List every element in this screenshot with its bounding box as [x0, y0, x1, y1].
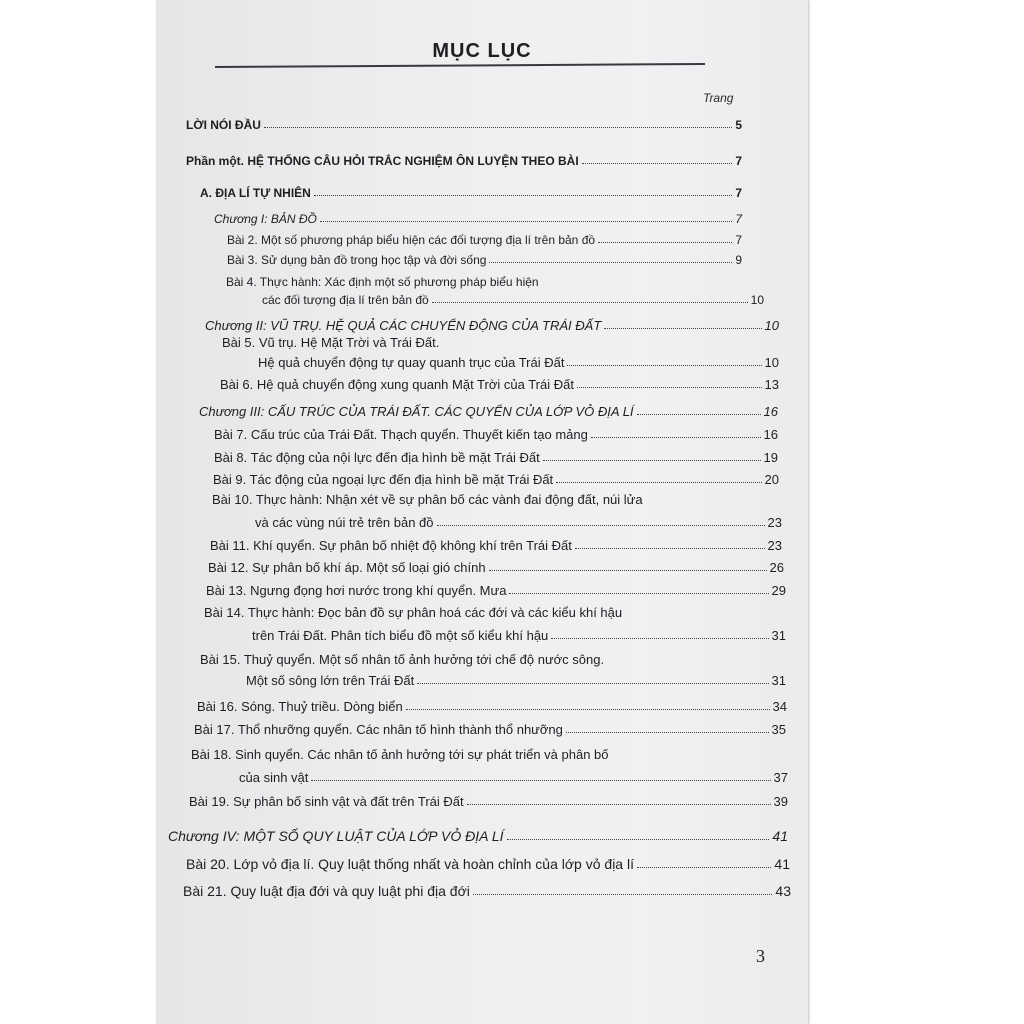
toc-entry-phan-mot[interactable]	[186, 154, 742, 168]
toc-entry-bai-20[interactable]	[186, 856, 790, 872]
toc-page-number: 29	[771, 583, 786, 598]
toc-entry-bai-14-line1: Bài 14. Thực hành: Đọc bản đồ sự phân hoá các đới và các kiểu khí hậu	[204, 605, 623, 620]
toc-page-number: 23	[767, 538, 782, 553]
toc-entry-text: Bài 17. Thổ nhưỡng quyển. Các nhân tố hình thành thổ nhưỡng	[194, 722, 563, 737]
toc-entry-bai-9[interactable]	[213, 472, 779, 487]
toc-page-number: 5	[735, 118, 742, 132]
background-right	[805, 0, 1024, 1024]
toc-entry-bai-21[interactable]	[183, 883, 791, 899]
toc-page-number: 23	[767, 515, 782, 530]
toc-entry-text: A. ĐỊA LÍ TỰ NHIÊN	[200, 186, 311, 200]
toc-entry-text: Bài 11. Khí quyển. Sự phân bố nhiệt độ không khí trên Trái Đất	[210, 538, 572, 553]
toc-page-number: 16	[763, 404, 778, 419]
toc-page-number: 31	[771, 628, 786, 643]
toc-entry-text: Hệ quả chuyển động tự quay quanh trục của Trái Đất	[258, 355, 565, 370]
leader-dots	[567, 365, 761, 366]
toc-entry-text: Bài 9. Tác động của ngoại lực đến địa hình bề mặt Trái Đất	[213, 472, 554, 487]
trang-label: Trang	[703, 91, 734, 105]
toc-entry-bai-18[interactable]	[239, 770, 788, 785]
leader-dots	[556, 482, 761, 483]
toc-page-number: 19	[763, 450, 778, 465]
toc-page-number: 41	[774, 856, 790, 872]
toc-entry-text: Phần một. HỆ THỐNG CÂU HỎI TRẮC NGHIỆM ÔN LUYỆN THEO BÀI	[186, 154, 579, 168]
toc-entry-text: Bài 3. Sử dụng bản đồ trong học tập và đời sống	[227, 253, 487, 267]
toc-entry-bai-18-line1: Bài 18. Sinh quyển. Các nhân tố ảnh hưởng tới sự phát triển và phân bố	[191, 747, 609, 762]
leader-dots	[467, 804, 771, 805]
toc-page-number: 31	[771, 673, 786, 688]
toc-entry-text: Bài 19. Sự phân bố sinh vật và đất trên Trái Đất	[189, 794, 464, 809]
toc-entry-text: Bài 7. Cấu trúc của Trái Đất. Thạch quyển. Thuyết kiến tạo mảng	[214, 427, 588, 442]
leader-dots	[637, 414, 761, 415]
toc-entry-text: Chương II: VŨ TRỤ. HỆ QUẢ CÁC CHUYỂN ĐỘNG CỦA TRÁI ĐẤT	[205, 318, 602, 333]
leader-dots	[489, 262, 732, 263]
toc-entry-bai-11[interactable]	[210, 538, 782, 553]
leader-dots	[509, 593, 768, 594]
toc-entry-chuong-2[interactable]	[205, 318, 779, 333]
leader-dots	[582, 163, 733, 164]
leader-dots	[575, 548, 765, 549]
toc-entry-bai-5-line1: Bài 5. Vũ trụ. Hệ Mặt Trời và Trái Đất.	[222, 335, 440, 350]
toc-entry-bai-5[interactable]	[258, 355, 779, 370]
toc-entry-bai-4[interactable]	[262, 293, 764, 307]
toc-page-number: 10	[764, 318, 779, 333]
toc-page-number: 7	[735, 212, 742, 226]
toc-entry-dia-li-tu-nhien[interactable]	[200, 186, 742, 200]
toc-entry-bai-7[interactable]	[214, 427, 778, 442]
page-title: MỤC LỤC	[432, 40, 532, 62]
leader-dots	[311, 780, 770, 781]
toc-entry-bai-14[interactable]	[252, 628, 786, 643]
toc-entry-bai-15-line1: Bài 15. Thuỷ quyển. Một số nhân tố ảnh hưởng tới chế độ nước sông.	[200, 652, 605, 667]
toc-entry-bai-3[interactable]	[227, 253, 742, 267]
toc-entry-chuong-3[interactable]	[199, 404, 778, 419]
toc-page-number: 10	[764, 355, 779, 370]
toc-entry-bai-15[interactable]	[246, 673, 786, 688]
toc-page-number: 7	[735, 186, 742, 200]
leader-dots	[437, 525, 765, 526]
toc-entry-text: Chương I: BẢN ĐỒ	[214, 212, 317, 226]
leader-dots	[604, 328, 761, 329]
toc-entry-text: và các vùng núi trẻ trên bản đồ	[255, 515, 434, 530]
toc-entry-text: Bài 21. Quy luật địa đới và quy luật phi địa đới	[183, 883, 470, 899]
toc-page-number: 39	[773, 794, 788, 809]
leader-dots	[417, 683, 768, 684]
leader-dots	[598, 242, 732, 243]
leader-dots	[551, 638, 768, 639]
toc-entry-text: Bài 8. Tác động của nội lực đến địa hình bề mặt Trái Đất	[214, 450, 540, 465]
toc-page-number: 16	[763, 427, 778, 442]
toc-entry-text: LỜI NÓI ĐẦU	[186, 118, 261, 132]
background-left	[0, 0, 160, 1024]
leader-dots	[577, 387, 762, 388]
toc-entry-bai-10[interactable]	[255, 515, 782, 530]
toc-entry-text: Bài 2. Một số phương pháp biểu hiện các đối tượng địa lí trên bản đồ	[227, 233, 596, 247]
toc-entry-bai-6[interactable]	[220, 377, 779, 392]
toc-entry-bai-4-line1: Bài 4. Thực hành: Xác định một số phương pháp biểu hiện	[226, 275, 539, 289]
toc-page-number: 37	[773, 770, 788, 785]
leader-dots	[489, 570, 767, 571]
toc-entry-bai-12[interactable]	[208, 560, 784, 575]
toc-page-number: 20	[764, 472, 779, 487]
toc-page-number: 34	[772, 699, 787, 714]
toc-entry-bai-2[interactable]	[227, 233, 742, 247]
leader-dots	[566, 732, 769, 733]
toc-page-number: 26	[769, 560, 784, 575]
toc-page-number: 13	[764, 377, 779, 392]
leader-dots	[432, 302, 748, 303]
toc-page-number: 41	[772, 828, 788, 844]
leader-dots	[320, 221, 732, 222]
toc-page-number: 9	[735, 253, 742, 267]
leader-dots	[637, 867, 771, 868]
toc-entry-loi-noi-dau[interactable]	[186, 118, 742, 132]
toc-entry-bai-19[interactable]	[189, 794, 788, 809]
toc-entry-bai-16[interactable]	[197, 699, 787, 714]
leader-dots	[507, 839, 770, 840]
toc-entry-text: Bài 6. Hệ quả chuyển động xung quanh Mặt Trời của Trái Đất	[220, 377, 574, 392]
toc-entry-text: các đối tượng địa lí trên bản đồ	[262, 293, 429, 307]
toc-entry-text: Bài 13. Ngưng đọng hơi nước trong khí quyển. Mưa	[206, 583, 507, 598]
toc-entry-text: của sinh vật	[239, 770, 309, 785]
leader-dots	[473, 894, 773, 895]
leader-dots	[406, 709, 770, 710]
toc-entry-text: Một số sông lớn trên Trái Đất	[246, 673, 415, 688]
toc-entry-text: Chương IV: MỘT SỐ QUY LUẬT CỦA LỚP VỎ ĐỊA LÍ	[168, 828, 504, 844]
leader-dots	[314, 195, 732, 196]
leader-dots	[543, 460, 761, 461]
toc-entry-text: trên Trái Đất. Phân tích biểu đồ một số kiểu khí hậu	[252, 628, 549, 643]
toc-page-number: 43	[775, 883, 791, 899]
toc-page-number: 10	[750, 293, 764, 307]
toc-entry-bai-17[interactable]	[194, 722, 786, 737]
toc-entry-chuong-1[interactable]	[214, 212, 742, 226]
toc-entry-text: Bài 12. Sự phân bố khí áp. Một số loại gió chính	[208, 560, 486, 575]
toc-entry-bai-13[interactable]	[206, 583, 786, 598]
toc-page-number: 7	[735, 233, 742, 247]
leader-dots	[264, 127, 732, 128]
page-number: 3	[756, 946, 765, 966]
leader-dots	[591, 437, 761, 438]
toc-entry-chuong-4[interactable]	[168, 828, 788, 844]
toc-entry-text: Bài 20. Lớp vỏ địa lí. Quy luật thống nhất và hoàn chỉnh của lớp vỏ địa lí	[186, 856, 634, 872]
toc-entry-bai-8[interactable]	[214, 450, 778, 465]
toc-page-number: 7	[735, 154, 742, 168]
toc-page-number: 35	[771, 722, 786, 737]
toc-entry-text: Chương III: CẤU TRÚC CỦA TRÁI ĐẤT. CÁC QUYỂN CỦA LỚP VỎ ĐỊA LÍ	[199, 404, 634, 419]
toc-entry-bai-10-line1: Bài 10. Thực hành: Nhận xét về sự phân bố các vành đai động đất, núi lửa	[212, 492, 643, 507]
toc-entry-text: Bài 16. Sóng. Thuỷ triều. Dòng biển	[197, 699, 403, 714]
